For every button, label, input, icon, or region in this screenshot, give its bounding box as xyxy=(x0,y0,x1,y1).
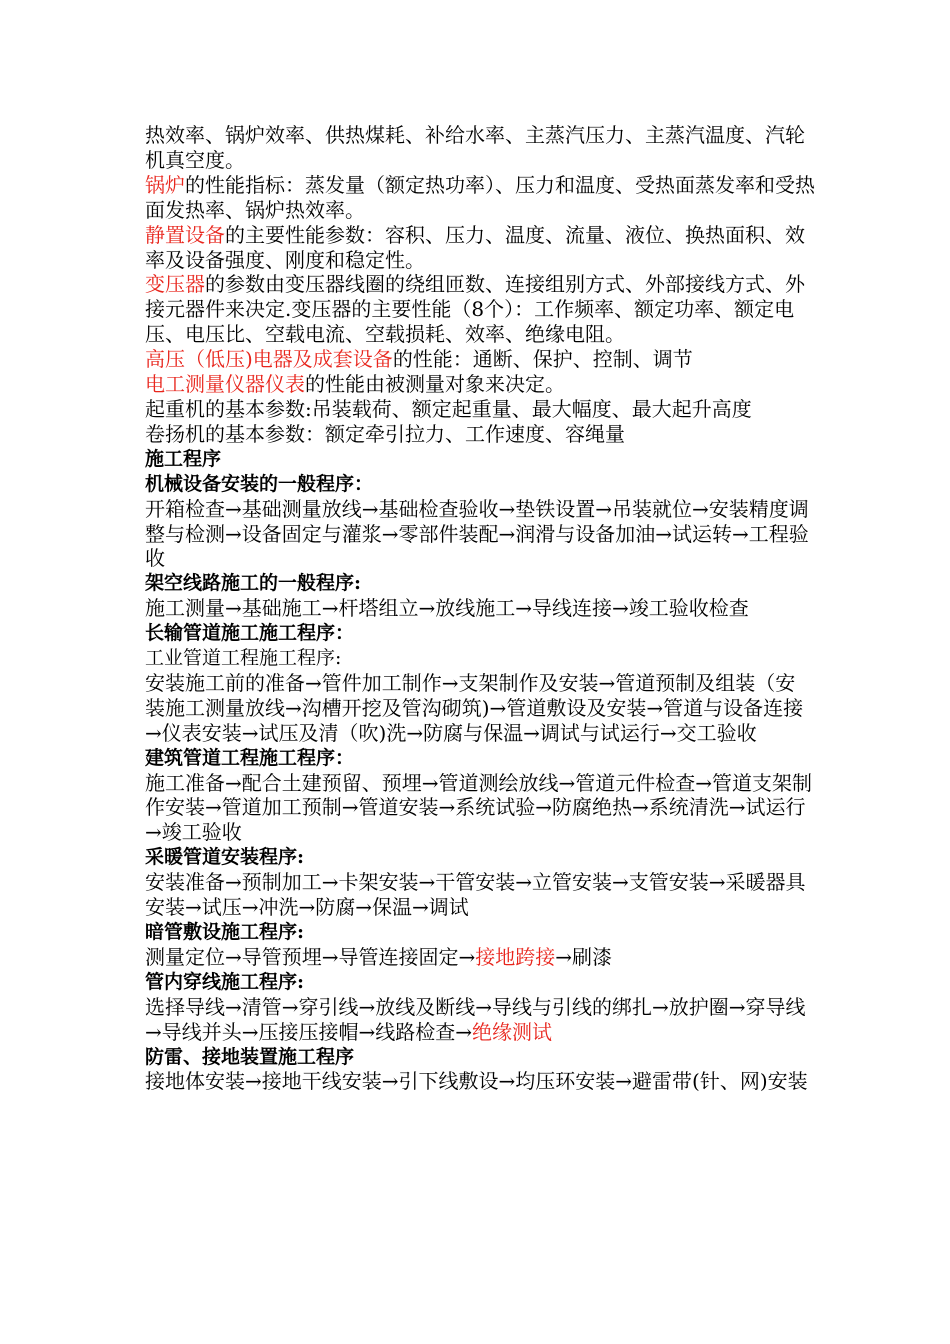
text-run: 暗管敷设施工程序: xyxy=(145,921,305,943)
text-run: 施工准备→配合土建预留、预埋→管道测绘放线→管道元件检查→管道支架制作安装→管道加工预制→管道安装→系统试验→防腐绝热→系统清洗→试运行→竣工验收 xyxy=(145,770,813,845)
paragraph xyxy=(145,870,815,920)
paragraph xyxy=(145,422,815,447)
text-run: 施工程序 xyxy=(145,447,222,470)
text-run: 采暖管道安装程序: xyxy=(145,846,305,869)
text-run: 长输管道施工施工程序： xyxy=(145,622,355,645)
section-heading xyxy=(145,845,815,870)
section-heading xyxy=(145,1045,815,1070)
section-heading xyxy=(145,571,815,596)
text-run: 机械设备安装的一般程序： xyxy=(145,472,374,495)
highlighted-term: 接地跨接 xyxy=(475,944,556,969)
paragraph xyxy=(145,347,815,372)
section-heading xyxy=(145,472,815,497)
text-run: 热效率、锅炉效率、供热煤耗、补给水率、主蒸汽压力、主蒸汽温度、汽轮机真空度。 xyxy=(145,123,805,172)
paragraph xyxy=(145,596,815,621)
section-heading xyxy=(145,970,815,995)
text-run: 选择导线→清管→穿引线→放线及断线→导线与引线的绑扎→放护圈→穿导线→导线并头→压接压接帽→线路检查→ xyxy=(145,994,806,1044)
text-run: 测量定位→导管预埋→导管连接固定→ xyxy=(145,944,476,969)
highlighted-term: 电工测量仪器仪表 xyxy=(145,372,305,397)
text-run: →刷漆 xyxy=(555,944,613,969)
paragraph xyxy=(145,945,815,970)
paragraph xyxy=(145,397,815,422)
text-run: 架空线路施工的一般程序: xyxy=(145,572,362,595)
text-run: 的参数由变压器线圈的绕组匝数、连接组别方式、外部接线方式、外接元器件来决定.变压器的主要性能（8个）：工作频率、额定功率、额定电压、电压比、空载电流、空载损耗、效率、绝缘电阻。 xyxy=(145,272,805,347)
text-run: 工业管道工程施工程序: xyxy=(145,647,342,670)
paragraph xyxy=(145,173,815,223)
text-run: 的主要性能参数：容积、压力、温度、流量、液位、换热面积、效率及设备强度、刚度和稳定性。 xyxy=(145,222,805,272)
section-heading xyxy=(145,447,815,472)
text-run: 的性能：通断、保护、控制、调节 xyxy=(392,347,693,372)
paragraph xyxy=(145,372,815,397)
text-run: 的性能由被测量对象来决定。 xyxy=(305,372,565,397)
highlighted-term: 静置设备 xyxy=(145,222,225,247)
text-run: 安装施工前的准备→管件加工制作→支架制作及安装→管道预制及组装（安装施工测量放线→沟槽开挖及管沟砌筑)→管道敷设及安装→管道与设备连接→仪表安装→试压及清（吹)洗→防腐与保温→调试与试运行→交工验收 xyxy=(145,670,804,745)
text-run: 卷扬机的基本参数：额定牵引拉力、工作速度、容绳量 xyxy=(145,421,625,446)
section-heading xyxy=(145,920,815,945)
section-heading xyxy=(145,621,815,646)
section-heading xyxy=(145,746,815,771)
paragraph xyxy=(145,1069,815,1094)
text-run: 的性能指标：蒸发量（额定热功率）、压力和温度、受热面蒸发率和受热面发热率、锅炉热效率。 xyxy=(145,172,815,222)
highlighted-term: 锅炉 xyxy=(145,172,185,197)
text-run: 施工测量→基础施工→杆塔组立→放线施工→导线连接→竣工验收检查 xyxy=(145,596,749,621)
text-run: 管内穿线施工程序: xyxy=(145,970,305,993)
highlighted-term: 绝缘测试 xyxy=(472,1019,553,1044)
text-run: 建筑管道工程施工程序： xyxy=(145,746,355,769)
section-heading xyxy=(145,646,815,671)
highlighted-term: 变压器 xyxy=(145,272,205,297)
paragraph xyxy=(145,272,815,347)
paragraph xyxy=(145,771,815,846)
paragraph xyxy=(145,123,815,173)
document-page xyxy=(145,123,815,1094)
text-run: 起重机的基本参数:吊装载荷、额定起重量、最大幅度、最大起升高度 xyxy=(145,396,752,421)
paragraph xyxy=(145,671,815,746)
text-run: 防雷、接地装置施工程序 xyxy=(145,1045,355,1068)
text-run: 开箱检查→基础测量放线→基础检查验收→垫铁设置→吊装就位→安装精度调整与检测→设备固定与灌浆→零部件装配→润滑与设备加油→试运转→工程验收 xyxy=(145,496,809,571)
paragraph xyxy=(145,995,815,1045)
paragraph xyxy=(145,223,815,273)
text-run: 安装准备→预制加工→卡架安装→干管安装→立管安装→支管安装→采暖器具安装→试压→冲洗→防腐→保温→调试 xyxy=(145,870,806,920)
paragraph xyxy=(145,497,815,572)
highlighted-term: 高压（低压)电器及成套设备 xyxy=(145,347,393,372)
text-run: 接地体安装→接地干线安装→引下线敷设→均压环安装→避雷带(针、网)安装 xyxy=(145,1069,808,1094)
